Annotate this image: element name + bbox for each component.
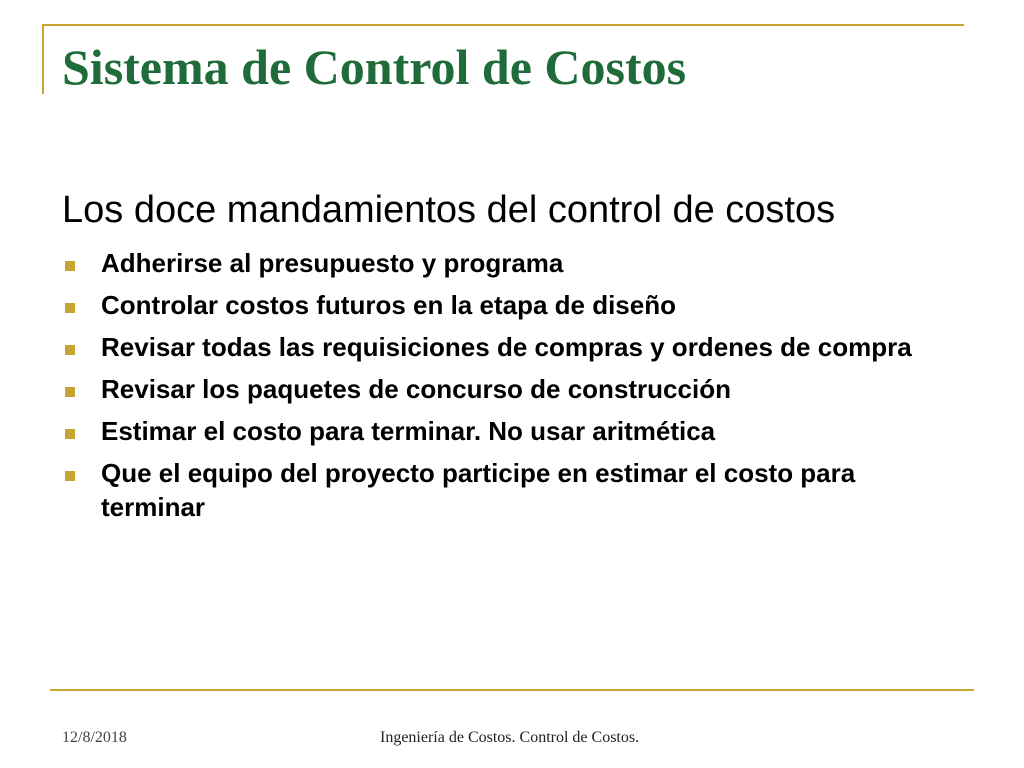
bullet-text: Estimar el costo para terminar. No usar aritmética xyxy=(101,416,716,446)
bullet-text: Revisar los paquetes de concurso de construcción xyxy=(101,374,731,404)
bullet-text: Controlar costos futuros en la etapa de diseño xyxy=(101,290,676,320)
bullet-text: Adherirse al presupuesto y programa xyxy=(101,248,564,278)
bullet-item xyxy=(62,372,942,406)
footer-caption: Ingeniería de Costos. Control de Costos. xyxy=(380,729,640,746)
square-bullet-icon xyxy=(65,261,75,271)
bullet-item xyxy=(62,246,942,280)
square-bullet-icon xyxy=(65,429,75,439)
footer-date: 12/8/2018 xyxy=(62,729,127,746)
slide-subtitle: Los doce mandamientos del control de costos xyxy=(62,189,836,231)
bullet-text: Que el equipo del proyecto participe en estimar el costo para terminar xyxy=(101,458,856,522)
title-frame-top-rule xyxy=(42,24,964,26)
footer-rule xyxy=(50,689,974,691)
slide-title: Sistema de Control de Costos xyxy=(62,39,687,95)
bullet-item xyxy=(62,456,942,524)
bullet-text: Revisar todas las requisiciones de compras y ordenes de compra xyxy=(101,332,912,362)
title-frame-left-rule xyxy=(42,24,44,94)
square-bullet-icon xyxy=(65,471,75,481)
square-bullet-icon xyxy=(65,303,75,313)
bullet-list xyxy=(62,246,942,532)
square-bullet-icon xyxy=(65,345,75,355)
bullet-item xyxy=(62,330,942,364)
bullet-item xyxy=(62,288,942,322)
bullet-item xyxy=(62,414,942,448)
square-bullet-icon xyxy=(65,387,75,397)
